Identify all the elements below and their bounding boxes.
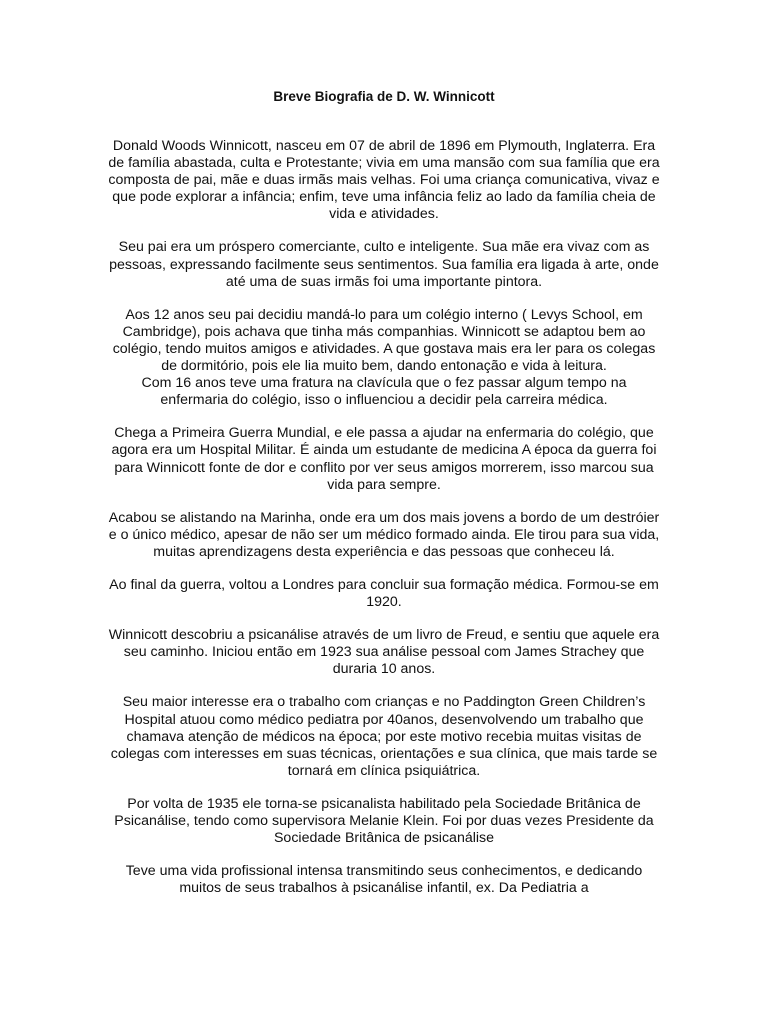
paragraph-4: Com 16 anos teve uma fratura na clavícula que o fez passar algum tempo na enfermaria do colégio, isso o influenciou a decidir pela carreira médica. — [141, 375, 627, 409]
document-body — [108, 138, 660, 897]
paragraph-5: Chega a Primeira Guerra Mundial, e ele passa a ajudar na enfermaria do colégio, que agora era um Hospital Militar. É ainda um estudante de medicina A época da guerra foi para Winnicott fonte de dor e conflito por ver seus amigos morrerem, isso marcou sua vida para sempre. — [111, 425, 657, 493]
paragraph-1: Donald Woods Winnicott, nasceu em 07 de abril de 1896 em Plymouth, Inglaterra. Era de família abastada, culta e Protestante; vivia em uma mansão com sua família que era composta de pai, mãe e duas irmãs mais velhas. Foi uma criança comunicativa, vivaz e que pode explorar a infância; enfim, teve uma infância feliz ao lado da família cheia de vida e atividades. — [108, 138, 660, 223]
paragraph-7: Ao final da guerra, voltou a Londres para concluir sua formação médica. Formou-se em 1920. — [109, 576, 659, 611]
paragraph-8: Winnicott descobriu a psicanálise através de um livro de Freud, e sentiu que aquele era seu caminho. Iniciou então em 1923 sua análise pessoal com James Strachey que duraria 10 anos. — [108, 627, 660, 678]
document-title: Breve Biografia de D. W. Winnicott — [273, 89, 495, 104]
paragraph-3: Aos 12 anos seu pai decidiu mandá-lo para um colégio interno ( Levys School, em Cambridge), pois achava que tinha más companhias. Winnicott se adaptou bem ao colégio, tendo muitos amigos e atividades. A que gostava mais era ler para os colegas de dormitório, pois ele lia muito bem, dando entonação e vida à leitura. — [112, 306, 656, 375]
paragraph-9: Seu maior interesse era o trabalho com crianças e no Paddington Green Children’s Hospital atuou como médico pediatra por 40anos, desenvolvendo um trabalho que chamava atenção de médicos na época; por este motivo recebia muitas visitas de colegas com interesses em suas técnicas, orientações e sua clínica, que mais tarde se tornará em clínica psiquiátrica. — [110, 694, 658, 779]
paragraph-6: Acabou se alistando na Marinha, onde era um dos mais jovens a bordo de um destróier e o único médico, apesar de não ser um médico formado ainda. Ele tirou para sua vida, muitas aprendizagens desta experiência e das pessoas que conheceu lá. — [108, 509, 660, 560]
paragraph-2: Seu pai era um próspero comerciante, culto e inteligente. Sua mãe era vivaz com as pessoas, expressando facilmente seus sentimentos. Sua família era ligada à arte, onde até uma de suas irmãs foi uma importante pintora. — [109, 239, 659, 290]
paragraph-10: Por volta de 1935 ele torna-se psicanalista habilitado pela Sociedade Britânica de Psicanálise, tendo como supervisora Melanie Klein. Foi por duas vezes Presidente da Sociedade Britânica de psicanálise — [114, 795, 654, 847]
paragraph-11: Teve uma vida profissional intensa transmitindo seus conhecimentos, e dedicando muitos de seus trabalhos à psicanálise infantil, ex. Da Pediatria a — [125, 863, 643, 897]
